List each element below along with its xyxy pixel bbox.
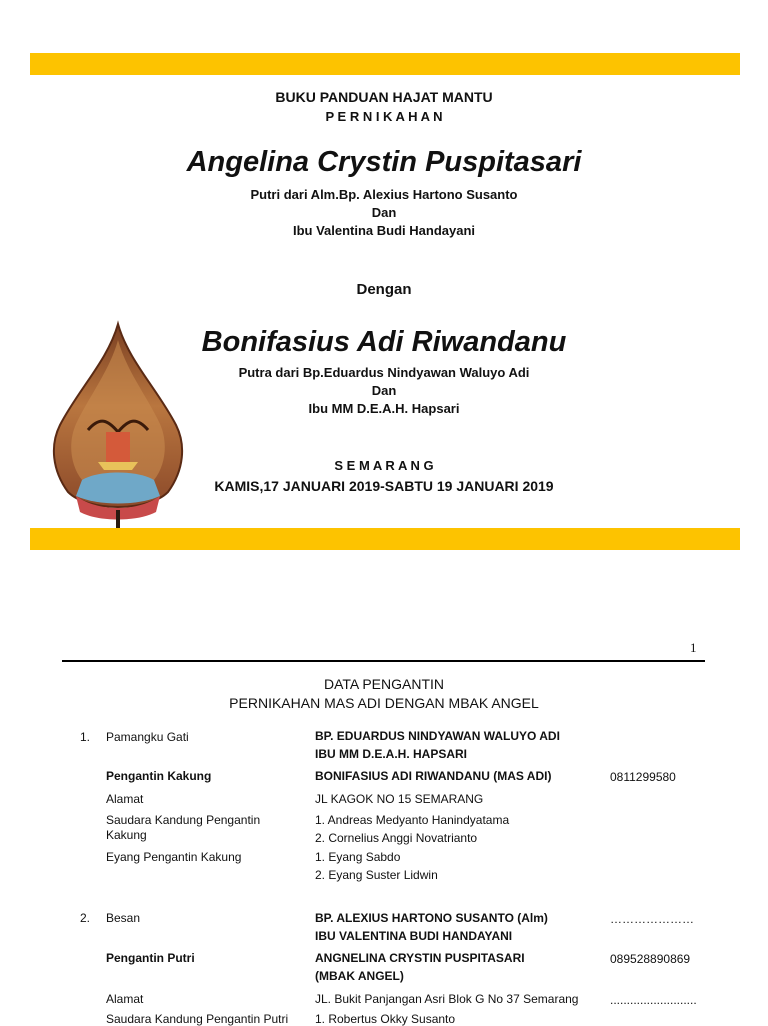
event-type: P E R N I K A H A N	[325, 109, 443, 124]
besan-value1: BP. ALEXIUS HARTONO SUSANTO (Alm)	[315, 911, 548, 925]
grandparent-2: 2. Eyang Suster Lidwin	[315, 868, 438, 882]
groom-sibling-1: 1. Andreas Medyanto Hanindyatama	[315, 813, 510, 827]
wayang-gunungan-illustration	[48, 320, 188, 546]
city: S E M A R A N G	[334, 458, 434, 473]
besan-value2: IBU VALENTINA BUDI HANDAYANI	[315, 929, 513, 943]
bride-phone: 089528890869	[610, 952, 691, 966]
page-number: 1	[690, 640, 697, 655]
bride-parents-line2: Ibu Valentina Budi Handayani	[292, 223, 476, 238]
bride-address-label: Alamat	[106, 992, 144, 1006]
groom-parents-line1: Putra dari Bp.Eduardus Nindyawan Waluyo Adi	[238, 365, 530, 380]
groom-siblings-label-line1: Saudara Kandung Pengantin	[106, 813, 261, 827]
bride-address-value: JL. Bukit Panjangan Asri Blok G No 37 Semarang	[315, 992, 579, 1006]
bride-sibling-1: 1. Robertus Okky Susanto	[315, 1012, 456, 1026]
dengan-label: Dengan	[356, 281, 412, 298]
page-divider	[62, 660, 705, 662]
groom-value: BONIFASIUS ADI RIWANDANU (MAS ADI)	[315, 769, 552, 783]
groom-label: Pengantin Kakung	[106, 769, 212, 783]
bride-parents-line1: Putri dari Alm.Bp. Alexius Hartono Susanto	[250, 187, 518, 202]
item-number-1: 1.	[80, 730, 91, 744]
groom-address-value: JL KAGOK NO 15 SEMARANG	[315, 792, 484, 806]
groom-address-label: Alamat	[106, 792, 144, 806]
bottom-accent-bar	[30, 528, 740, 550]
bride-name: Angelina Crystin Puspitasari	[186, 146, 582, 178]
top-accent-bar	[30, 53, 740, 75]
pamangku-value2: IBU MM D.E.A.H. HAPSARI	[315, 747, 468, 761]
bride-label: Pengantin Putri	[106, 951, 195, 965]
bride-value1: ANGNELINA CRYSTIN PUSPITASARI	[315, 951, 525, 965]
pamangku-label: Pamangku Gati	[106, 730, 189, 744]
grandparent-1: 1. Eyang Sabdo	[315, 850, 401, 864]
groom-name: Bonifasius Adi Riwandanu	[201, 326, 567, 358]
pamangku-value1: BP. EDUARDUS NINDYAWAN WALUYO ADI	[315, 729, 560, 743]
groom-parents-line2: Ibu MM D.E.A.H. Hapsari	[308, 401, 460, 416]
bride-parents-and: Dan	[371, 205, 397, 220]
groom-parents-and: Dan	[371, 383, 397, 398]
grandparents-label: Eyang Pengantin Kakung	[106, 850, 242, 864]
besan-label: Besan	[106, 911, 141, 925]
bride-value2: (MBAK ANGEL)	[315, 969, 404, 983]
groom-phone: 0811299580	[610, 770, 676, 784]
item-number-2: 2.	[80, 911, 91, 925]
event-dates: KAMIS,17 JANUARI 2019-SABTU 19 JANUARI 2019	[214, 478, 554, 494]
data-section-subtitle: PERNIKAHAN MAS ADI DENGAN MBAK ANGEL	[229, 695, 539, 711]
data-section-title: DATA PENGANTIN	[323, 676, 445, 692]
booklet-title: BUKU PANDUAN HAJAT MANTU	[275, 89, 493, 105]
bride-address-dots: ..........................	[610, 993, 697, 1007]
groom-siblings-label-line2: Kakung	[106, 828, 147, 842]
besan-dots: …………………	[610, 912, 694, 926]
groom-sibling-2: 2. Cornelius Anggi Novatrianto	[315, 831, 478, 845]
bride-siblings-label: Saudara Kandung Pengantin Putri	[106, 1012, 289, 1026]
